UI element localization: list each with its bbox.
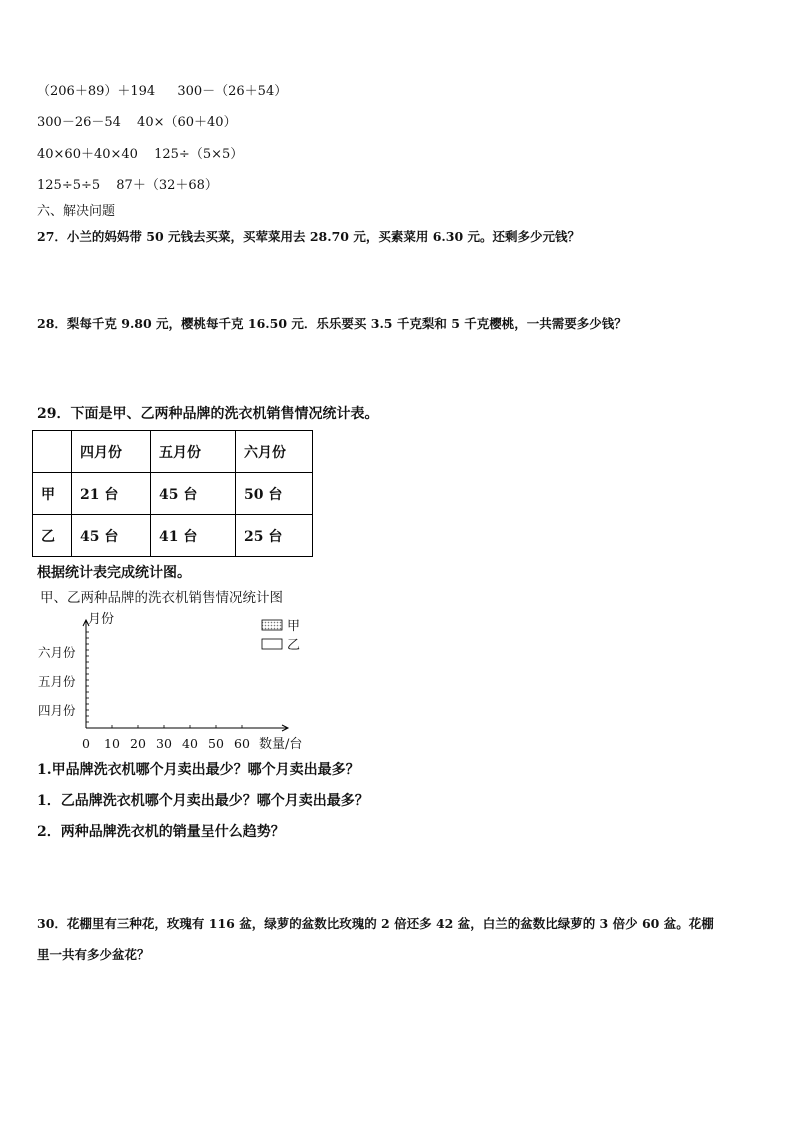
table-cell: 乙 [33, 515, 72, 557]
x-tick-label: 40 [182, 736, 198, 751]
legend-swatch [262, 620, 282, 630]
chart-axes [83, 620, 288, 731]
table-cell: 21 台 [72, 473, 151, 515]
table-cell [33, 431, 72, 473]
table-cell: 45 台 [72, 515, 151, 557]
table-cell: 50 台 [236, 473, 313, 515]
question-29-intro: 29．下面是甲、乙两种品牌的洗衣机销售情况统计表。 [37, 406, 379, 422]
table-cell: 41 台 [151, 515, 236, 557]
question-29-sub2: 1．乙品牌洗衣机哪个月卖出最少？哪个月卖出最多？ [37, 793, 369, 809]
table-row [33, 431, 313, 473]
legend-swatch [262, 639, 282, 649]
table-cell: 45 台 [151, 473, 236, 515]
chart-legend [262, 619, 300, 653]
calc-line-2 [37, 116, 237, 129]
question-30-line1: 30．花棚里有三种花，玫瑰有 116 盆，绿萝的盆数比玫瑰的 2 倍还多 42 盆，白兰的盆数比绿萝的 3 倍少 60 盆。花棚 [37, 916, 714, 931]
x-axis-ticks [82, 736, 250, 751]
y-tick-label: 五月份 [38, 674, 76, 689]
calc-expression: 125÷（5×5） [154, 147, 244, 162]
calc-expression: 300－26－54 [37, 115, 121, 130]
calc-expression: 87＋（32＋68） [116, 178, 218, 193]
table-cell: 25 台 [236, 515, 313, 557]
chart-instruction: 根据统计表完成统计图。 [37, 565, 191, 581]
legend-label: 甲 [287, 619, 301, 634]
calc-expression: 300－（26＋54） [177, 84, 288, 99]
question-27: 27．小兰的妈妈带 50 元钱去买菜，买荤菜用去 28.70 元，买素菜用 6.30 元。还剩多少元钱？ [37, 229, 580, 244]
x-tick-label: 50 [208, 736, 224, 751]
table-cell: 五月份 [151, 431, 236, 473]
question-30-line2: 里一共有多少盆花？ [37, 947, 150, 962]
calc-line-3 [37, 148, 243, 161]
table-cell: 甲 [33, 473, 72, 515]
table-cell: 六月份 [236, 431, 313, 473]
calc-expression: 40×（60＋40） [137, 115, 237, 130]
sales-table [32, 430, 313, 557]
x-axis-label: 数量/台 [259, 737, 303, 752]
y-axis-label: 月份 [88, 612, 115, 627]
sales-chart [30, 588, 330, 756]
calc-expression: 40×60＋40×40 [37, 147, 138, 162]
table-row [33, 473, 313, 515]
question-28: 28．梨每千克 9.80 元，樱桃每千克 16.50 元．乐乐要买 3.5 千克梨和 5 千克樱桃，一共需要多少钱？ [37, 316, 627, 331]
table-cell: 四月份 [72, 431, 151, 473]
calc-expression: （206＋89）＋194 [37, 84, 156, 99]
question-29-sub3: 2．两种品牌洗衣机的销量呈什么趋势？ [37, 824, 285, 840]
calc-expression: 125÷5÷5 [37, 178, 101, 193]
legend-label: 乙 [287, 638, 301, 653]
y-tick-label: 四月份 [38, 703, 76, 718]
section-heading: 六、解决问题 [37, 204, 116, 219]
table-row [33, 515, 313, 557]
x-tick-label: 10 [104, 736, 120, 751]
x-tick-label: 0 [82, 736, 90, 751]
calc-line-4 [37, 179, 218, 192]
calc-line-1 [37, 85, 287, 98]
y-tick-label: 六月份 [38, 645, 76, 660]
chart-title: 甲、乙两种品牌的洗衣机销售情况统计图 [40, 590, 283, 606]
y-axis-ticks [38, 645, 76, 718]
question-29-sub1: 1.甲品牌洗衣机哪个月卖出最少？哪个月卖出最多？ [37, 762, 360, 778]
x-tick-label: 30 [156, 736, 172, 751]
x-tick-label: 60 [234, 736, 250, 751]
x-tick-label: 20 [130, 736, 146, 751]
